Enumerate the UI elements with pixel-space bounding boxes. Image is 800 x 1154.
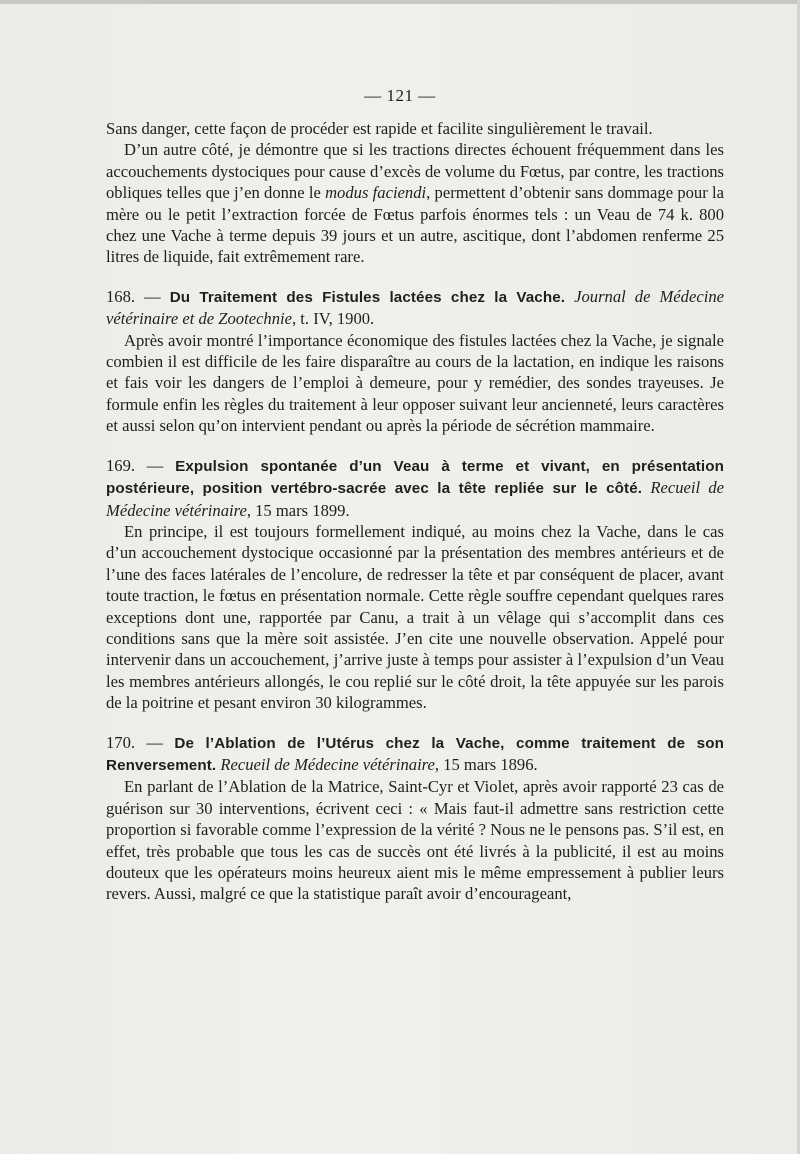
entry-source: Journal de Médecine vétérinaire et de Zootechnie [106,286,724,329]
continued-paragraph: Sans danger, cette façon de procéder est rapide et facilite singulièrement le travail. [106,119,653,138]
entry-169-heading [106,455,724,521]
entry-source: Recueil de Médecine vétérinaire [220,754,435,774]
entry-title: Du Traitement des Fistules lactées chez la Vache. [169,288,566,306]
entry-169-body: En principe, il est toujours formellement indiqué, au moins chez la Vache, dans le cas d’un accouchement dystocique occasionné par la présentation des membres antérieurs et de l’une des faces latérales de l’encolure, de redresser la tête et par conséquent de placer, avant toute traction, le fœtus en présentation normale. Cette règle souffre cependant quelques rares exceptions dont une, rapportée par Canu, a trait à un vêlage qui s’accomplit dans ces conditions sans que la mère soit assistée. J’en cite une nouvelle observation. Appelé pour intervenir dans un accouchement, j’arrive juste à temps pour assister à l’expulsion d’un Veau les membres antérieurs allongés, le cou replié sur le côté droit, la tête appuyée sur les parois de la poitrine et pesant environ 30 kilogrammes. [106,521,724,713]
entry-source: Recueil de Médecine vétérinaire [106,478,724,520]
entry-number: 168. — [106,286,170,306]
page-body [106,118,724,905]
entry-number: 169. — [106,455,176,475]
entry-source-date: , 15 mars 1896. [434,754,538,774]
entry-number: 170. — [106,732,175,752]
entry-source-date: , t. IV, 1900. [292,309,375,329]
entry-170-body: En parlant de l’Ablation de la Matrice, Saint-Cyr et Violet, après avoir rapporté 23 cas de guérison sur 30 interventions, écrivent ceci : « Mais faut-il admettre sans restriction cette proportion si favorable comme l’expression de la vérité ? Nous ne le pensons pas. S’il est, en effet, très probable que tous les cas de succès ont été livrés à la publicité, il est au moins douteux que les opérateurs moins heureux aient mis le même empressement à publier leurs revers. Aussi, malgré ce que la statistique paraît avoir d’encourageant, [106,777,724,904]
entry-168-body: Après avoir montré l’importance économique des fistules lactées chez la Vache, je signale combien il est difficile de les faire disparaître au cours de la lactation, en indique les raisons et fais voir les dangers de l’emploi à demeure, pour y remédier, des sondes trayeuses. Je formule enfin les règles du traitement à leur opposer suivant leur ancienneté, leurs caractères et aussi selon qu’on intervient pendant ou après la période de sécrétion mammaire. [106,330,724,436]
entry-source-date: , 15 mars 1899. [246,500,350,520]
entry-title: Expulsion spontanée d’un Veau à terme et vivant, en présentation postérieure, position vertébro-sacrée avec la tête repliée sur le côté. [106,457,724,498]
entry-168-heading [106,286,724,330]
page-top-edge [0,0,800,4]
entry-170-heading [106,732,724,777]
continued-paragraph-2: D’un autre côté, je démontre que si les tractions directes échouent fréquemment dans les accouchements dystociques pour cause d’excès de volume du Fœtus, par contre, les tractions obliques telles que j’en donne le modus faciendi, permettent d’obtenir sans dommage pour la mère ou le petit l’extraction forcée de Fœtus parfois énormes tels : un Veau de 74 k. 800 chez une Vache à terme depuis 39 jours et un autre, ascitique, dont l’abdomen renferme 25 litres de liquide, fait extrêmement rare. [106,140,724,267]
page-number: — 121 — [364,86,436,105]
entry-title: De l’Ablation de l’Utérus chez la Vache, comme traitement de son Renversement. [106,734,724,774]
